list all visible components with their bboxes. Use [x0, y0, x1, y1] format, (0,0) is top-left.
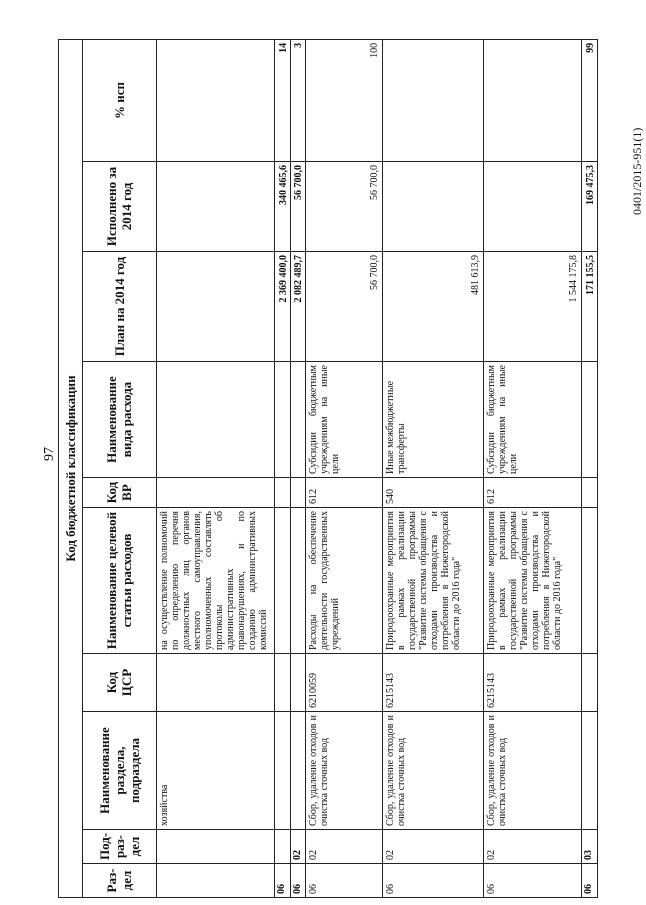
cell-vr-code	[582, 478, 598, 508]
page-number: 97	[42, 447, 57, 461]
cell-podrazdel: 02	[382, 830, 483, 864]
cell-percent: 99	[582, 39, 598, 161]
col-header-csr-name: Наименование целевой статьи расходов	[82, 508, 156, 654]
cell-razdel: 06	[275, 864, 290, 898]
cell-razdel: 06	[382, 864, 483, 898]
document-code: 0401/2015-951(1)	[630, 127, 644, 215]
cell-podrazdel	[275, 830, 290, 864]
cell-csr-code: 6215143	[382, 654, 483, 712]
cell-razdel: 06	[483, 864, 582, 898]
cell-percent: 14	[275, 39, 290, 161]
col-header-plan: План на 2014 год	[82, 252, 156, 362]
cell-csr-code: 6215143	[483, 654, 582, 712]
cell-vr-code: 612	[483, 478, 582, 508]
group-header: Код бюджетной классификации	[59, 39, 83, 897]
cell-csr-code	[290, 654, 305, 712]
cell-razdel-name	[275, 712, 290, 830]
cell-vr-code	[275, 478, 290, 508]
cell-podrazdel: 02	[483, 830, 582, 864]
cell-csr-name: Природоохранные мероприятия в рамках реализации государственной программы "Развитие системы обращения с отходами производства и потребления в Нижегородской области до 2016 года"	[382, 508, 483, 654]
cell-vr-code	[156, 478, 275, 508]
cell-done: 169 475,3	[582, 162, 598, 252]
cell-vr-code	[290, 478, 305, 508]
budget-table-sheet	[58, 40, 598, 898]
cell-podrazdel: 02	[290, 830, 305, 864]
cell-plan: 481 613,9	[382, 252, 483, 362]
cell-csr-code: 6210059	[306, 654, 382, 712]
cell-done	[156, 162, 275, 252]
cell-podrazdel	[156, 830, 275, 864]
cell-razdel-name: Сбор, удаление отходов и очистка сточных вод	[483, 712, 582, 830]
cell-csr-code	[156, 654, 275, 712]
cell-razdel: 06	[290, 864, 305, 898]
cell-vr-name: Иные межбюджетные трансферты	[382, 362, 483, 478]
cell-razdel: 06	[306, 864, 382, 898]
col-header-done: Исполнено за 2014 год	[82, 162, 156, 252]
table-row	[156, 39, 275, 897]
cell-percent: 100	[306, 39, 382, 161]
cell-done: 56 700,0	[306, 162, 382, 252]
col-header-csr-code: Код ЦСР	[82, 654, 156, 712]
cell-plan	[156, 252, 275, 362]
cell-plan: 171 155,5	[582, 252, 598, 362]
col-header-podrazdel: Под-раз-дел	[82, 830, 156, 864]
cell-razdel-name	[582, 712, 598, 830]
cell-percent: 3	[290, 39, 305, 161]
cell-csr-name	[275, 508, 290, 654]
cell-csr-name	[582, 508, 598, 654]
cell-vr-code: 540	[382, 478, 483, 508]
cell-plan: 2 082 489,7	[290, 252, 305, 362]
table-row	[582, 39, 598, 897]
cell-done: 56 700,0	[290, 162, 305, 252]
cell-razdel-name: хозяйства	[156, 712, 275, 830]
table-row	[382, 39, 483, 897]
cell-razdel	[156, 864, 275, 898]
cell-razdel: 06	[582, 864, 598, 898]
cell-razdel-name	[290, 712, 305, 830]
cell-percent	[382, 39, 483, 161]
col-header-razdel: Раз-дел	[82, 864, 156, 898]
col-header-vr-code: Код ВР	[82, 478, 156, 508]
cell-plan: 56 700,0	[306, 252, 382, 362]
cell-vr-name: Субсидии бюджетным учреждениям на иные цели	[483, 362, 582, 478]
cell-vr-name	[290, 362, 305, 478]
cell-razdel-name: Сбор, удаление отходов и очистка сточных вод	[306, 712, 382, 830]
budget-classification-table	[58, 39, 598, 898]
cell-vr-code: 612	[306, 478, 382, 508]
cell-plan: 2 369 400,0	[275, 252, 290, 362]
cell-razdel-name: Сбор, удаление отходов и очистка сточных вод	[382, 712, 483, 830]
col-header-percent: % исп	[82, 39, 156, 161]
cell-podrazdel: 02	[306, 830, 382, 864]
cell-csr-code	[582, 654, 598, 712]
col-header-razdel-name: Наименование раздела, подраздела	[82, 712, 156, 830]
cell-vr-name: Субсидии бюджетным учреждениям на иные цели	[306, 362, 382, 478]
table-row	[483, 39, 582, 897]
cell-csr-name: на осуществление полномочий по определению перечня должностных лиц органов местного самоуправления, уполномоченных составлять протоколы об административных правонарушениях, и по созданию административных комиссий	[156, 508, 275, 654]
cell-csr-name	[290, 508, 305, 654]
cell-podrazdel: 03	[582, 830, 598, 864]
cell-percent	[156, 39, 275, 161]
cell-csr-name: Расходы на обеспечение деятельности государственных учреждений	[306, 508, 382, 654]
cell-csr-name: Природоохранные мероприятия в рамках реализации государственной программы "Развитие системы обращения с отходами производства и потребления в Нижегородской области до 2016 года"	[483, 508, 582, 654]
cell-done	[483, 162, 582, 252]
col-header-vr-name: Наименование вида расхода	[82, 362, 156, 478]
table-row	[306, 39, 382, 897]
cell-percent	[483, 39, 582, 161]
cell-vr-name	[156, 362, 275, 478]
table-row	[275, 39, 290, 897]
cell-vr-name	[582, 362, 598, 478]
cell-done: 340 465,6	[275, 162, 290, 252]
cell-plan: 1 544 175,8	[483, 252, 582, 362]
table-row	[290, 39, 305, 897]
cell-csr-code	[275, 654, 290, 712]
cell-done	[382, 162, 483, 252]
cell-vr-name	[275, 362, 290, 478]
budget-table-rotated	[58, 40, 598, 898]
